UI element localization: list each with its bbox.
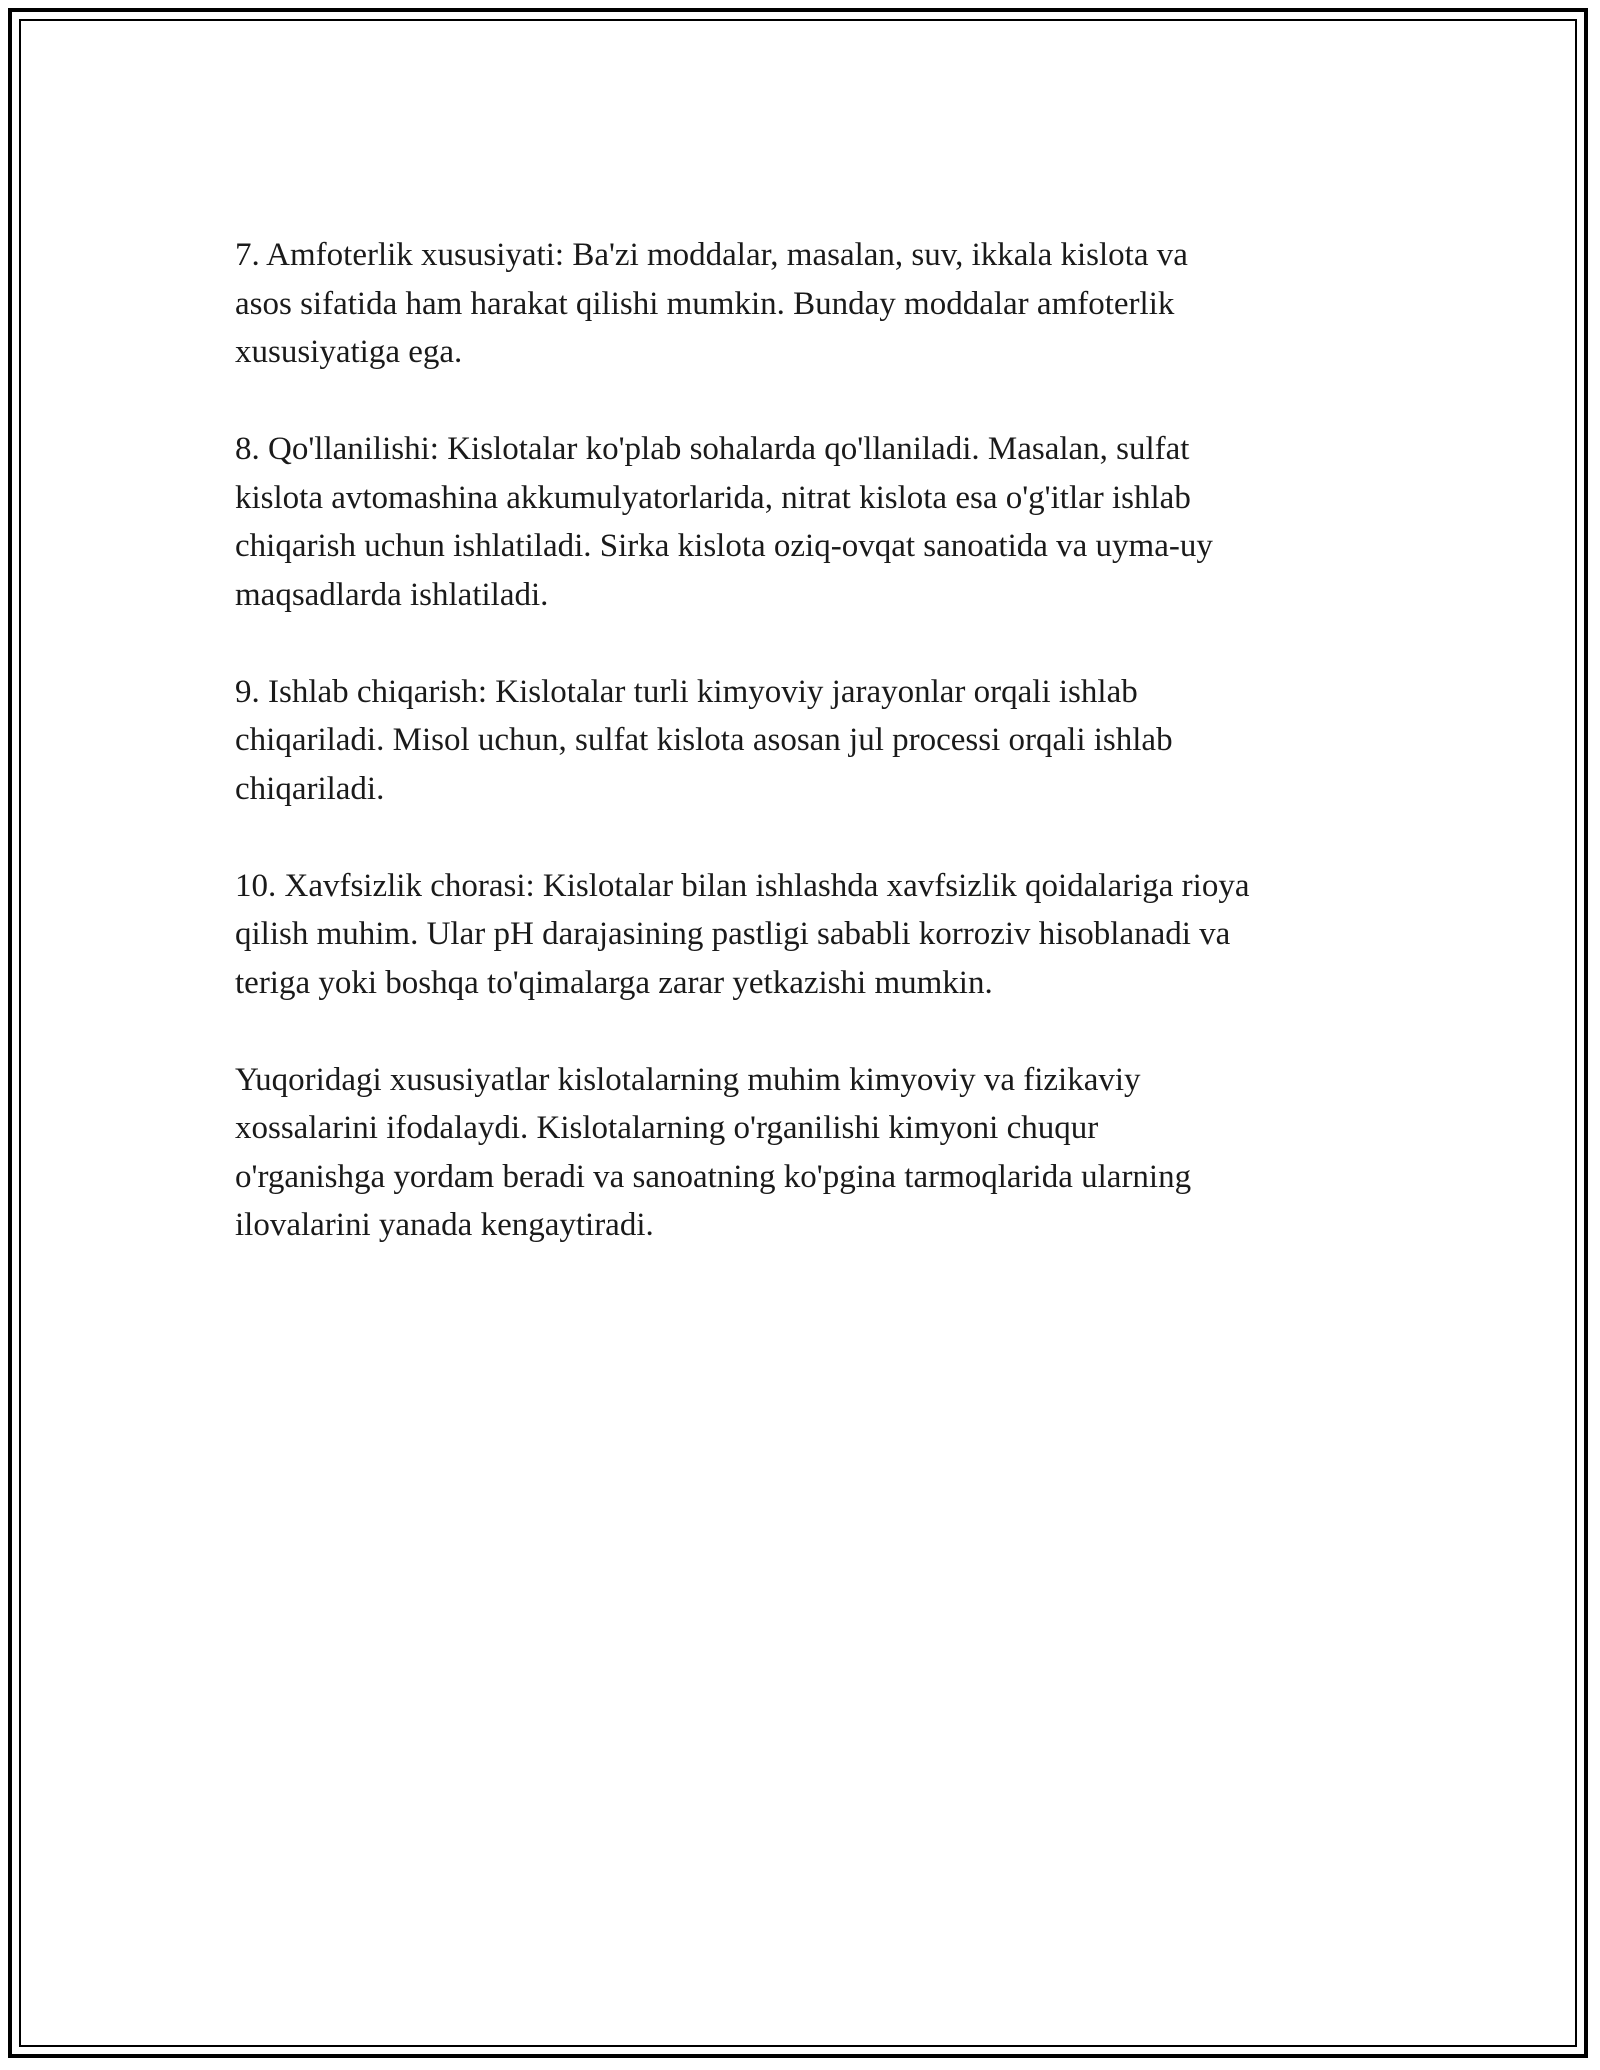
document-body [235,231,1385,1298]
paragraph-xavfsizlik: 10. Xavfsizlik chorasi: Kislotalar bilan ishlashda xavfsizlik qoidalariga rioya qilish muhim. Ular pH darajasining pastligi sababli korroziv hisoblanadi va teriga yoki boshqa to'qimalarga zarar yetkazishi mumkin. [235,867,1250,1001]
paragraph-conclusion: Yuqoridagi xususiyatlar kislotalarning muhim kimyoviy va fizikaviy xossalarini ifodalaydi. Kislotalarning o'rganilishi kimyoni chuqur o'rganishga yordam beradi va sanoatning ko'pgina tarmoqlarida ularning ilovalarini yanada kengaytiradi. [235,1061,1192,1243]
paragraph-ishlab-chiqarish: 9. Ishlab chiqarish: Kislotalar turli kimyoviy jarayonlar orqali ishlab chiqariladi. Misol uchun, sulfat kislota asosan jul processi orqali ishlab chiqariladi. [235,673,1173,807]
paragraph-qollanilishi: 8. Qo'llanilishi: Kislotalar ko'plab sohalarda qo'llaniladi. Masalan, sulfat kislota avtomashina akkumulyatorlarida, nitrat kislota esa o'g'itlar ishlab chiqarish uchun ishlatiladi. Sirka kislota oziq-ovqat sanoatida va uyma-uy maqsadlarda ishlatiladi. [235,431,1213,613]
paragraph-amfoterlik: 7. Amfoterlik xususiyati: Ba'zi moddalar, masalan, suv, ikkala kislota va asos sifatida ham harakat qilishi mumkin. Bunday moddalar amfoterlik xususiyatiga ega. [235,237,1188,370]
